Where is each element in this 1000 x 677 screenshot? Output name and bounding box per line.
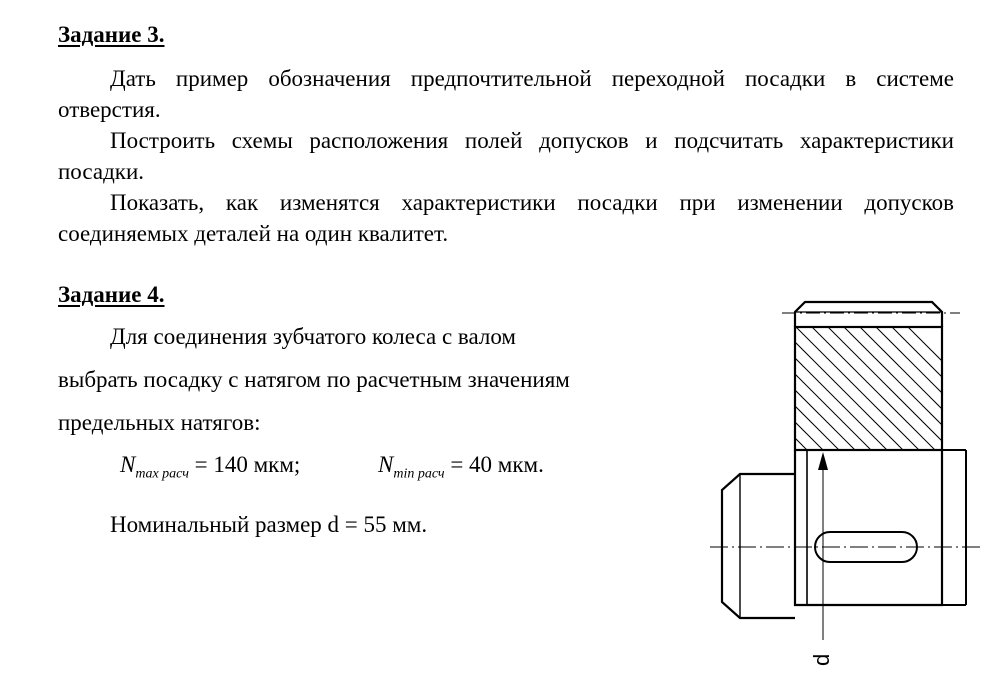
task3-paragraph-3: Показать, как изменятся характеристики посадки при изменении допусков соединяемых деталей на один квалитет.: [58, 190, 954, 246]
task4-line-2: выбрать посадку с натягом по расчетным значениям: [58, 367, 570, 392]
gear-rim-outline: [795, 302, 942, 327]
nmin-symbol: N: [378, 452, 394, 477]
dimension-arrow: [818, 452, 828, 470]
nmin-subscript: min расч: [393, 466, 445, 482]
task4-heading: Задание 4.: [58, 282, 165, 307]
task3-paragraph-2: Построить схемы расположения полей допусков и подсчитать характеристики посадки.: [58, 128, 954, 184]
dimension-label-d: d: [809, 653, 834, 666]
shaft-left-end-outline: [722, 474, 795, 618]
section-hatching: [684, 327, 1000, 450]
nmax-symbol: N: [120, 452, 136, 477]
nmin-value: = 40 мкм.: [450, 452, 544, 477]
nmax-subscript: max расч: [135, 466, 189, 482]
shaft-body-outline: [795, 450, 942, 605]
nominal-size: Номинальный размер d = 55 мм.: [110, 512, 428, 537]
nmax-value: = 140 мкм;: [194, 452, 301, 477]
task4-line-3: предельных натягов:: [58, 410, 261, 435]
task3-paragraph-1: Дать пример обозначения предпочтительной переходной посадки в системе отверстия.: [58, 66, 954, 122]
task4-line-1: Для соединения зубчатого колеса с валом: [110, 324, 516, 349]
task3-heading: Задание 3.: [58, 22, 165, 47]
